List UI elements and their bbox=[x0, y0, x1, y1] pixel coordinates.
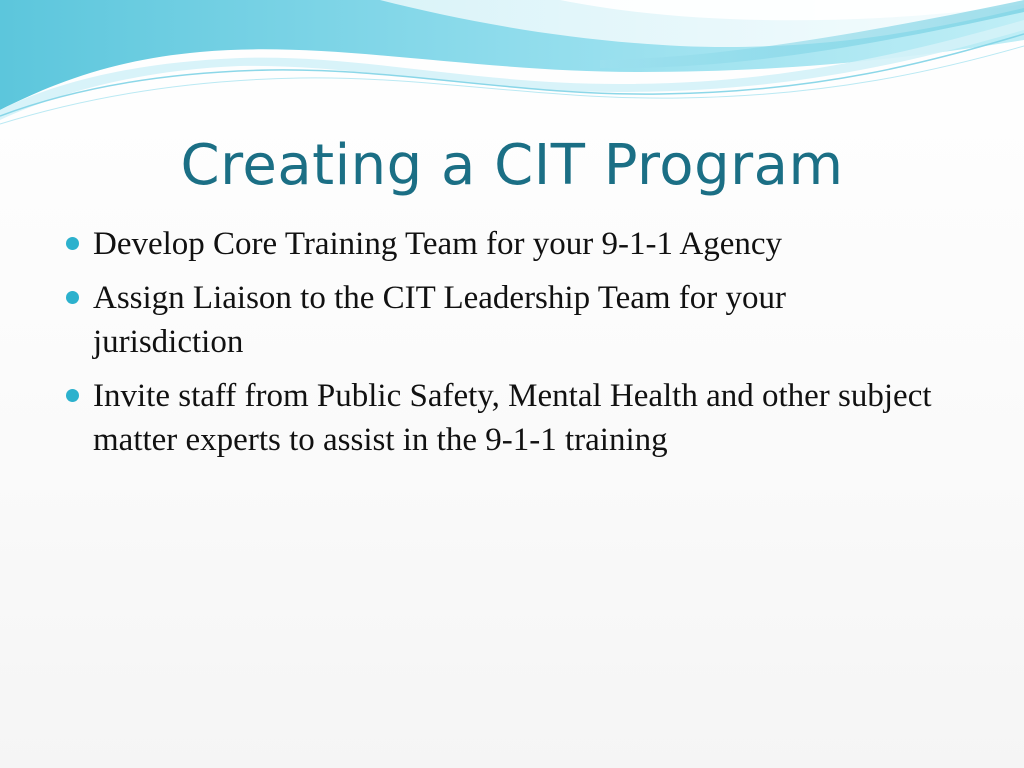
bullet-item bbox=[62, 222, 942, 266]
slide-title: Creating a CIT Program bbox=[180, 133, 844, 198]
decorative-wave-header bbox=[0, 0, 1024, 130]
bullet-dot-icon bbox=[66, 237, 79, 250]
bullet-item bbox=[62, 276, 942, 364]
bullet-dot-icon bbox=[66, 291, 79, 304]
bullet-dot-icon bbox=[66, 389, 79, 402]
bullet-text: Develop Core Training Team for your 9-1-1 Agency bbox=[93, 226, 783, 262]
bullet-list bbox=[62, 222, 942, 472]
bullet-item bbox=[62, 374, 942, 462]
bullet-text: Assign Liaison to the CIT Leadership Team for your jurisdiction bbox=[93, 280, 786, 360]
bullet-text: Invite staff from Public Safety, Mental Health and other subject matter experts to assist in the 9-1-1 training bbox=[93, 378, 932, 458]
